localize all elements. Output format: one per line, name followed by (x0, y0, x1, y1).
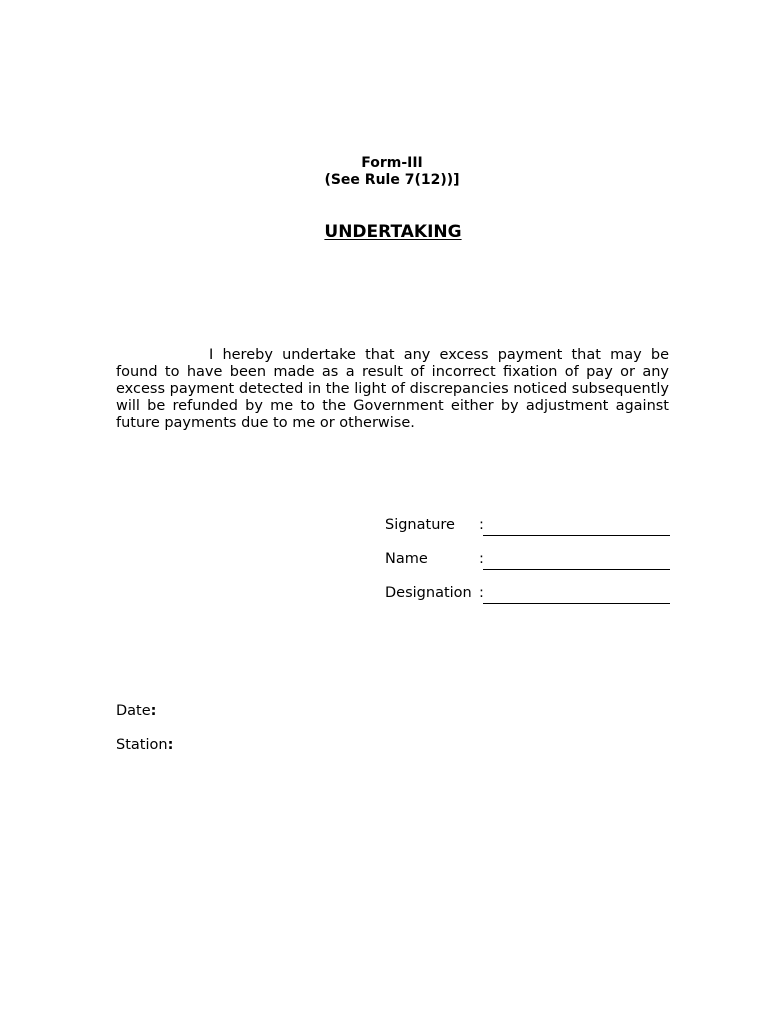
signature-colon: : (479, 517, 484, 533)
name-label: Name (385, 551, 428, 567)
station-field (116, 737, 173, 753)
signature-line (483, 535, 670, 536)
date-label: Date (116, 703, 151, 719)
signature-label: Signature (385, 517, 455, 533)
date-field (116, 703, 156, 719)
name-line (483, 569, 670, 570)
undertaking-text: I hereby undertake that any excess payment that may be found to have been made as a result of incorrect fixation of pay or any excess payment detected in the light of discrepancies noticed subsequently will be refunded by me to the Government either by adjustment against future payments due to me or otherwise. (116, 347, 669, 431)
rule-reference: (See Rule 7(12))] (324, 172, 460, 188)
name-field (385, 551, 670, 571)
name-colon: : (479, 551, 484, 567)
station-label: Station (116, 737, 168, 753)
date-colon: : (150, 703, 157, 719)
designation-field (385, 585, 670, 605)
signature-field (385, 517, 670, 537)
undertaking-paragraph (116, 347, 669, 432)
designation-label: Designation (385, 585, 472, 601)
designation-line (483, 603, 670, 604)
station-colon: : (167, 737, 174, 753)
undertaking-heading: UNDERTAKING (324, 222, 462, 242)
designation-colon: : (479, 585, 484, 601)
form-number: Form-III (361, 155, 423, 171)
